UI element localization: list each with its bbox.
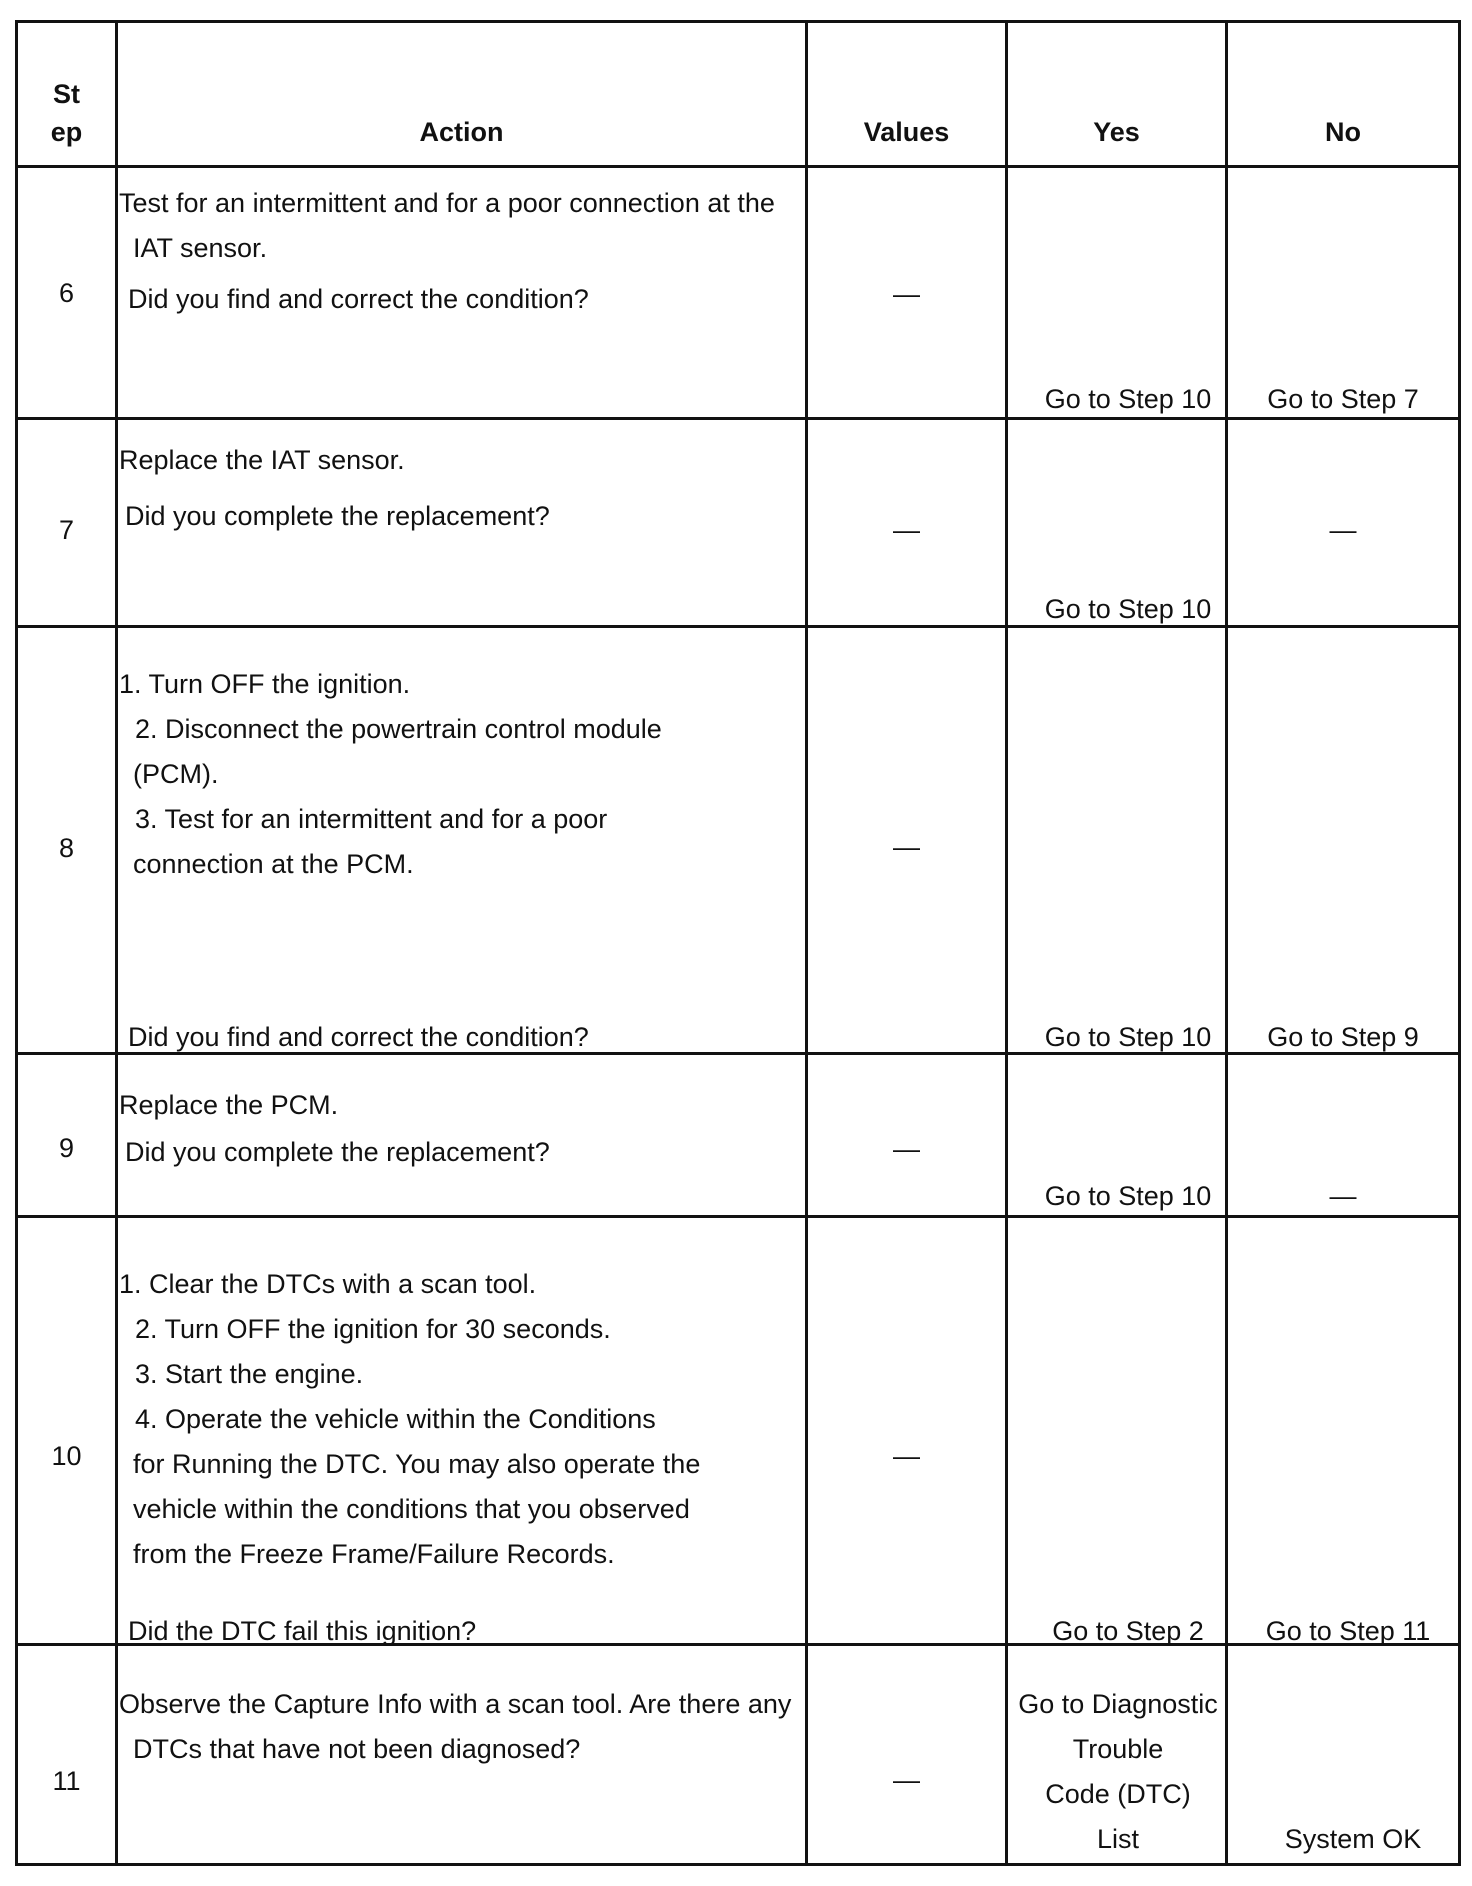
no-cell: —: [1329, 515, 1357, 545]
header-step-line1: St: [53, 79, 80, 109]
step-number: 6: [58, 278, 75, 308]
action-line: (PCM).: [133, 759, 219, 789]
action-line: 3. Start the engine.: [135, 1359, 364, 1389]
yes-cell: List: [1096, 1824, 1140, 1854]
action-line: 4. Operate the vehicle within the Conditions: [135, 1404, 656, 1434]
no-cell: Go to Step 9: [1267, 1022, 1419, 1052]
value-cell: —: [893, 1134, 920, 1164]
yes-cell: Go to Step 2: [1052, 1616, 1204, 1646]
action-line: 3. Test for an intermittent and for a poor: [135, 804, 608, 834]
step-number: 9: [58, 1133, 75, 1163]
value-cell: —: [893, 1765, 920, 1795]
header-action: Action: [419, 117, 504, 147]
yes-cell: Go to Diagnostic: [1018, 1689, 1218, 1719]
yes-cell: Go to Step 10: [1044, 1181, 1212, 1211]
action-line: Replace the IAT sensor.: [119, 445, 405, 475]
action-question: Did the DTC fail this ignition?: [128, 1616, 477, 1646]
header-no: No: [1325, 117, 1361, 147]
rule-top: [15, 20, 1461, 23]
step-number: 10: [51, 1441, 82, 1471]
rule-values: [1005, 20, 1008, 1866]
action-question: Did you complete the replacement?: [125, 1137, 550, 1167]
action-line: Observe the Capture Info with a scan tool. Are there any: [119, 1689, 792, 1719]
yes-cell: Code (DTC): [1045, 1779, 1191, 1809]
yes-cell: Go to Step 10: [1044, 1022, 1212, 1052]
action-line: 1. Clear the DTCs with a scan tool.: [119, 1269, 537, 1299]
step-number: 7: [58, 515, 75, 545]
no-cell: System OK: [1284, 1824, 1422, 1854]
rule-6: [15, 417, 1461, 420]
rule-7: [15, 625, 1461, 628]
value-cell: —: [893, 1441, 920, 1471]
value-cell: —: [893, 279, 920, 309]
action-question: Did you find and correct the condition?: [128, 284, 589, 314]
header-values: Values: [863, 117, 950, 147]
rule-right: [1458, 20, 1461, 1866]
action-line: 1. Turn OFF the ignition.: [119, 669, 411, 699]
action-line: 2. Disconnect the powertrain control module: [135, 714, 662, 744]
diagnostic-table: [15, 20, 1461, 1866]
step-number: 8: [58, 833, 75, 863]
action-line: Test for an intermittent and for a poor connection at the: [119, 188, 775, 218]
rule-bottom: [15, 1863, 1461, 1866]
header-step-line2: ep: [50, 117, 83, 147]
action-line: Replace the PCM.: [119, 1090, 339, 1120]
yes-cell: Trouble: [1072, 1734, 1164, 1764]
action-question: DTCs that have not been diagnosed?: [133, 1734, 581, 1764]
action-line: IAT sensor.: [133, 233, 268, 263]
rule-9: [15, 1215, 1461, 1218]
rule-yes: [1225, 20, 1228, 1866]
action-question: Did you complete the replacement?: [125, 501, 550, 531]
action-line: from the Freeze Frame/Failure Records.: [133, 1539, 615, 1569]
rule-header: [15, 165, 1461, 168]
no-cell: Go to Step 11: [1265, 1616, 1431, 1646]
value-cell: —: [893, 832, 920, 862]
no-cell: Go to Step 7: [1267, 384, 1419, 414]
yes-cell: Go to Step 10: [1044, 384, 1212, 414]
step-number: 11: [52, 1766, 81, 1796]
action-line: connection at the PCM.: [133, 849, 414, 879]
no-cell: —: [1329, 1181, 1357, 1211]
action-line: 2. Turn OFF the ignition for 30 seconds.: [135, 1314, 611, 1344]
action-line: vehicle within the conditions that you observed: [133, 1494, 690, 1524]
rule-step: [115, 20, 118, 1866]
action-line: for Running the DTC. You may also operate the: [133, 1449, 701, 1479]
yes-cell: Go to Step 10: [1044, 594, 1212, 624]
action-question: Did you find and correct the condition?: [128, 1022, 589, 1052]
header-yes: Yes: [1093, 117, 1140, 147]
value-cell: —: [893, 515, 920, 545]
